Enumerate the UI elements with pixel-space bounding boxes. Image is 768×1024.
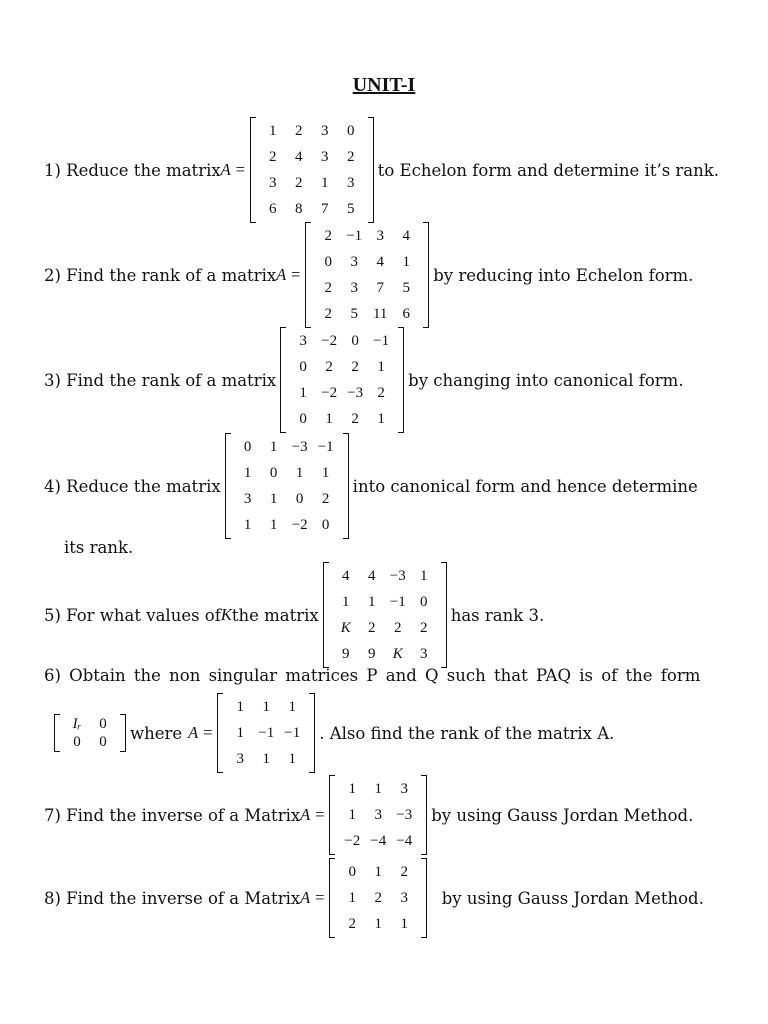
matrix-cell: 1 <box>262 751 270 767</box>
right-bracket <box>398 327 404 433</box>
matrix-cell: 2 <box>377 385 385 401</box>
question-text: by using Gauss Jordan Method. <box>431 805 694 825</box>
matrix-cell: 0 <box>346 123 355 139</box>
matrix-cell: 1 <box>374 864 382 880</box>
matrix <box>217 693 315 773</box>
matrix-cell: 4 <box>376 254 384 270</box>
matrix-cell: 3 <box>320 123 329 139</box>
matrix-cell: 1 <box>367 594 376 610</box>
matrix-cell: 9 <box>367 646 376 662</box>
matrix-cell: 3 <box>268 175 277 191</box>
matrix-cell: 5 <box>350 306 358 322</box>
question-6-line <box>0 666 752 685</box>
right-bracket <box>343 433 349 539</box>
matrix-cell: 1 <box>299 385 307 401</box>
right-bracket <box>309 693 315 773</box>
matrix-cell: 3 <box>350 280 358 296</box>
right-bracket <box>423 222 429 328</box>
matrix <box>329 775 427 855</box>
right-bracket <box>120 714 126 752</box>
matrix-cell: Iᵣ <box>72 716 82 732</box>
matrix-cell: 1 <box>269 517 278 533</box>
matrix-cell: 2 <box>393 620 402 636</box>
question-8 <box>0 858 768 938</box>
matrix-cell: 2 <box>294 175 303 191</box>
question-1 <box>0 117 768 223</box>
matrix-cell: 2 <box>419 620 428 636</box>
matrix-cell: 1 <box>262 699 270 715</box>
question-text: 4) Reduce the matrix <box>44 476 221 496</box>
matrix-cell: 4 <box>367 568 376 584</box>
matrix-cell: 1 <box>400 916 408 932</box>
matrix-cell: 8 <box>294 201 303 217</box>
matrix-cell: 2 <box>324 228 332 244</box>
matrix-cell: 3 <box>374 807 382 823</box>
matrix-cell: −2 <box>321 333 338 349</box>
matrix-cell: 0 <box>348 864 356 880</box>
matrix-cell: −1 <box>346 228 363 244</box>
right-bracket <box>421 858 427 938</box>
page-title: UNIT-I <box>352 74 416 96</box>
matrix-cell: −1 <box>284 725 301 741</box>
matrix-cell: 2 <box>294 123 303 139</box>
question-4-continuation: its rank. <box>64 538 134 557</box>
matrix-cell: 3 <box>400 890 408 906</box>
matrix-cell: −3 <box>396 807 413 823</box>
matrix-cell: 1 <box>341 594 350 610</box>
question-text: 8) Find the inverse of a Matrix <box>44 888 301 908</box>
matrix-cell: −2 <box>344 833 361 849</box>
question-text: 6) Obtain the non singular matrices P and Q such that PAQ is of the form <box>44 666 701 685</box>
matrix-cell: 1 <box>243 465 252 481</box>
matrix-cell: 1 <box>288 751 296 767</box>
matrix-cell: 6 <box>268 201 277 217</box>
matrix-cell: 2 <box>324 306 332 322</box>
matrix-cell: −2 <box>321 385 338 401</box>
matrix-cell: 2 <box>351 411 359 427</box>
variable-k: K <box>220 605 232 624</box>
matrix <box>280 327 404 433</box>
matrix-cell: 3 <box>320 149 329 165</box>
matrix-cell: −4 <box>370 833 387 849</box>
matrix-cell: 3 <box>346 175 355 191</box>
matrix-cell: 2 <box>348 916 356 932</box>
right-bracket <box>441 562 447 668</box>
matrix-cell: 7 <box>320 201 329 217</box>
matrix-cell: 5 <box>402 280 410 296</box>
matrix-cell: 1 <box>236 725 244 741</box>
matrix-cell: 2 <box>325 359 333 375</box>
matrix-cell: −1 <box>389 594 406 610</box>
matrix-cell: 2 <box>346 149 355 165</box>
matrix-cell: 0 <box>73 734 81 750</box>
matrix-cell: 0 <box>324 254 332 270</box>
matrix-cell: 2 <box>351 359 359 375</box>
matrix-cell: 0 <box>419 594 428 610</box>
matrix-cell: 1 <box>377 411 385 427</box>
matrix-variable: A = <box>188 723 214 742</box>
question-5 <box>0 562 768 668</box>
matrix-cell: 2 <box>268 149 277 165</box>
matrix-cell: 1 <box>325 411 333 427</box>
matrix <box>225 433 349 539</box>
matrix-cell: 0 <box>99 734 107 750</box>
matrix-cell: 4 <box>402 228 410 244</box>
matrix-cell: 1 <box>320 175 329 191</box>
matrix-cell: 1 <box>374 781 382 797</box>
question-text: 3) Find the rank of a matrix <box>44 370 277 390</box>
question-text: where <box>130 723 183 743</box>
matrix-cell: −1 <box>258 725 275 741</box>
question-2 <box>0 222 768 328</box>
matrix-cell: 1 <box>269 491 278 507</box>
question-text: 5) For what values of <box>44 605 221 625</box>
matrix-cell: 3 <box>350 254 358 270</box>
matrix-cell: 0 <box>321 517 330 533</box>
matrix-cell: 1 <box>288 699 296 715</box>
matrix-cell: 1 <box>348 781 356 797</box>
matrix-cell: K <box>392 646 403 662</box>
matrix-cell: 5 <box>346 201 355 217</box>
question-text: to Echelon form and determine it’s rank. <box>377 160 720 180</box>
question-text: by using Gauss Jordan Method. <box>431 888 704 908</box>
matrix-cell: 0 <box>99 716 107 732</box>
matrix-cell: 1 <box>348 890 356 906</box>
matrix-cell: 1 <box>268 123 277 139</box>
matrix-cell: 1 <box>348 807 356 823</box>
matrix-cell: 2 <box>324 280 332 296</box>
matrix-cell: 2 <box>321 491 330 507</box>
matrix-cell: 3 <box>299 333 307 349</box>
question-text: 7) Find the inverse of a Matrix <box>44 805 301 825</box>
question-text: 2) Find the rank of a matrix <box>44 265 277 285</box>
matrix-variable: A = <box>276 265 302 284</box>
question-6 <box>0 693 768 773</box>
matrix-cell: 0 <box>351 333 359 349</box>
matrix-cell: 4 <box>341 568 350 584</box>
matrix-cell: −2 <box>291 517 308 533</box>
question-text: . Also find the rank of the matrix A. <box>319 723 615 743</box>
matrix-variable: A = <box>300 888 326 907</box>
matrix-variable: A = <box>220 160 246 179</box>
matrix-cell: 3 <box>419 646 428 662</box>
matrix-cell: 1 <box>402 254 410 270</box>
matrix-cell: −3 <box>291 439 308 455</box>
matrix-cell: 1 <box>419 568 428 584</box>
matrix <box>250 117 374 223</box>
matrix-cell: 1 <box>377 359 385 375</box>
question-text: 1) Reduce the matrix <box>44 160 221 180</box>
question-text: has rank 3. <box>450 605 545 625</box>
matrix-cell: 3 <box>236 751 244 767</box>
matrix-cell: 2 <box>400 864 408 880</box>
matrix-cell: 0 <box>269 465 278 481</box>
matrix-cell: 6 <box>402 306 410 322</box>
matrix-cell: 9 <box>341 646 350 662</box>
matrix <box>323 562 447 668</box>
matrix-cell: −4 <box>396 833 413 849</box>
question-3 <box>0 327 768 433</box>
matrix-cell: 3 <box>376 228 384 244</box>
matrix-cell: 1 <box>236 699 244 715</box>
question-text: by reducing into Echelon form. <box>433 265 694 285</box>
matrix-cell: 1 <box>295 465 304 481</box>
matrix-cell: 1 <box>269 439 278 455</box>
matrix-cell: 11 <box>372 306 388 322</box>
matrix-cell: 1 <box>243 517 252 533</box>
matrix-cell: −1 <box>317 439 334 455</box>
matrix-cell: 1 <box>374 916 382 932</box>
matrix-cell: 7 <box>376 280 384 296</box>
matrix-cell: 0 <box>295 491 304 507</box>
matrix <box>329 858 427 938</box>
question-text: into canonical form and hence determine <box>352 476 698 496</box>
right-bracket <box>421 775 427 855</box>
matrix-cell: 3 <box>400 781 408 797</box>
question-text: by changing into canonical form. <box>408 370 684 390</box>
matrix-cell: 0 <box>299 411 307 427</box>
matrix-cell: 0 <box>243 439 252 455</box>
matrix-cell: 2 <box>367 620 376 636</box>
matrix-cell: 4 <box>294 149 303 165</box>
matrix-cell: −1 <box>373 333 390 349</box>
question-text: the matrix <box>231 605 319 625</box>
form-matrix <box>54 714 126 752</box>
matrix-variable: A = <box>300 805 326 824</box>
matrix-cell: 0 <box>299 359 307 375</box>
question-7 <box>0 775 768 855</box>
matrix-cell: 1 <box>321 465 330 481</box>
matrix-cell: −3 <box>347 385 364 401</box>
matrix <box>305 222 429 328</box>
right-bracket <box>368 117 374 223</box>
matrix-cell: 2 <box>374 890 382 906</box>
matrix-cell: K <box>340 620 351 636</box>
matrix-cell: 3 <box>243 491 252 507</box>
question-4 <box>0 433 768 539</box>
matrix-cell: −3 <box>389 568 406 584</box>
